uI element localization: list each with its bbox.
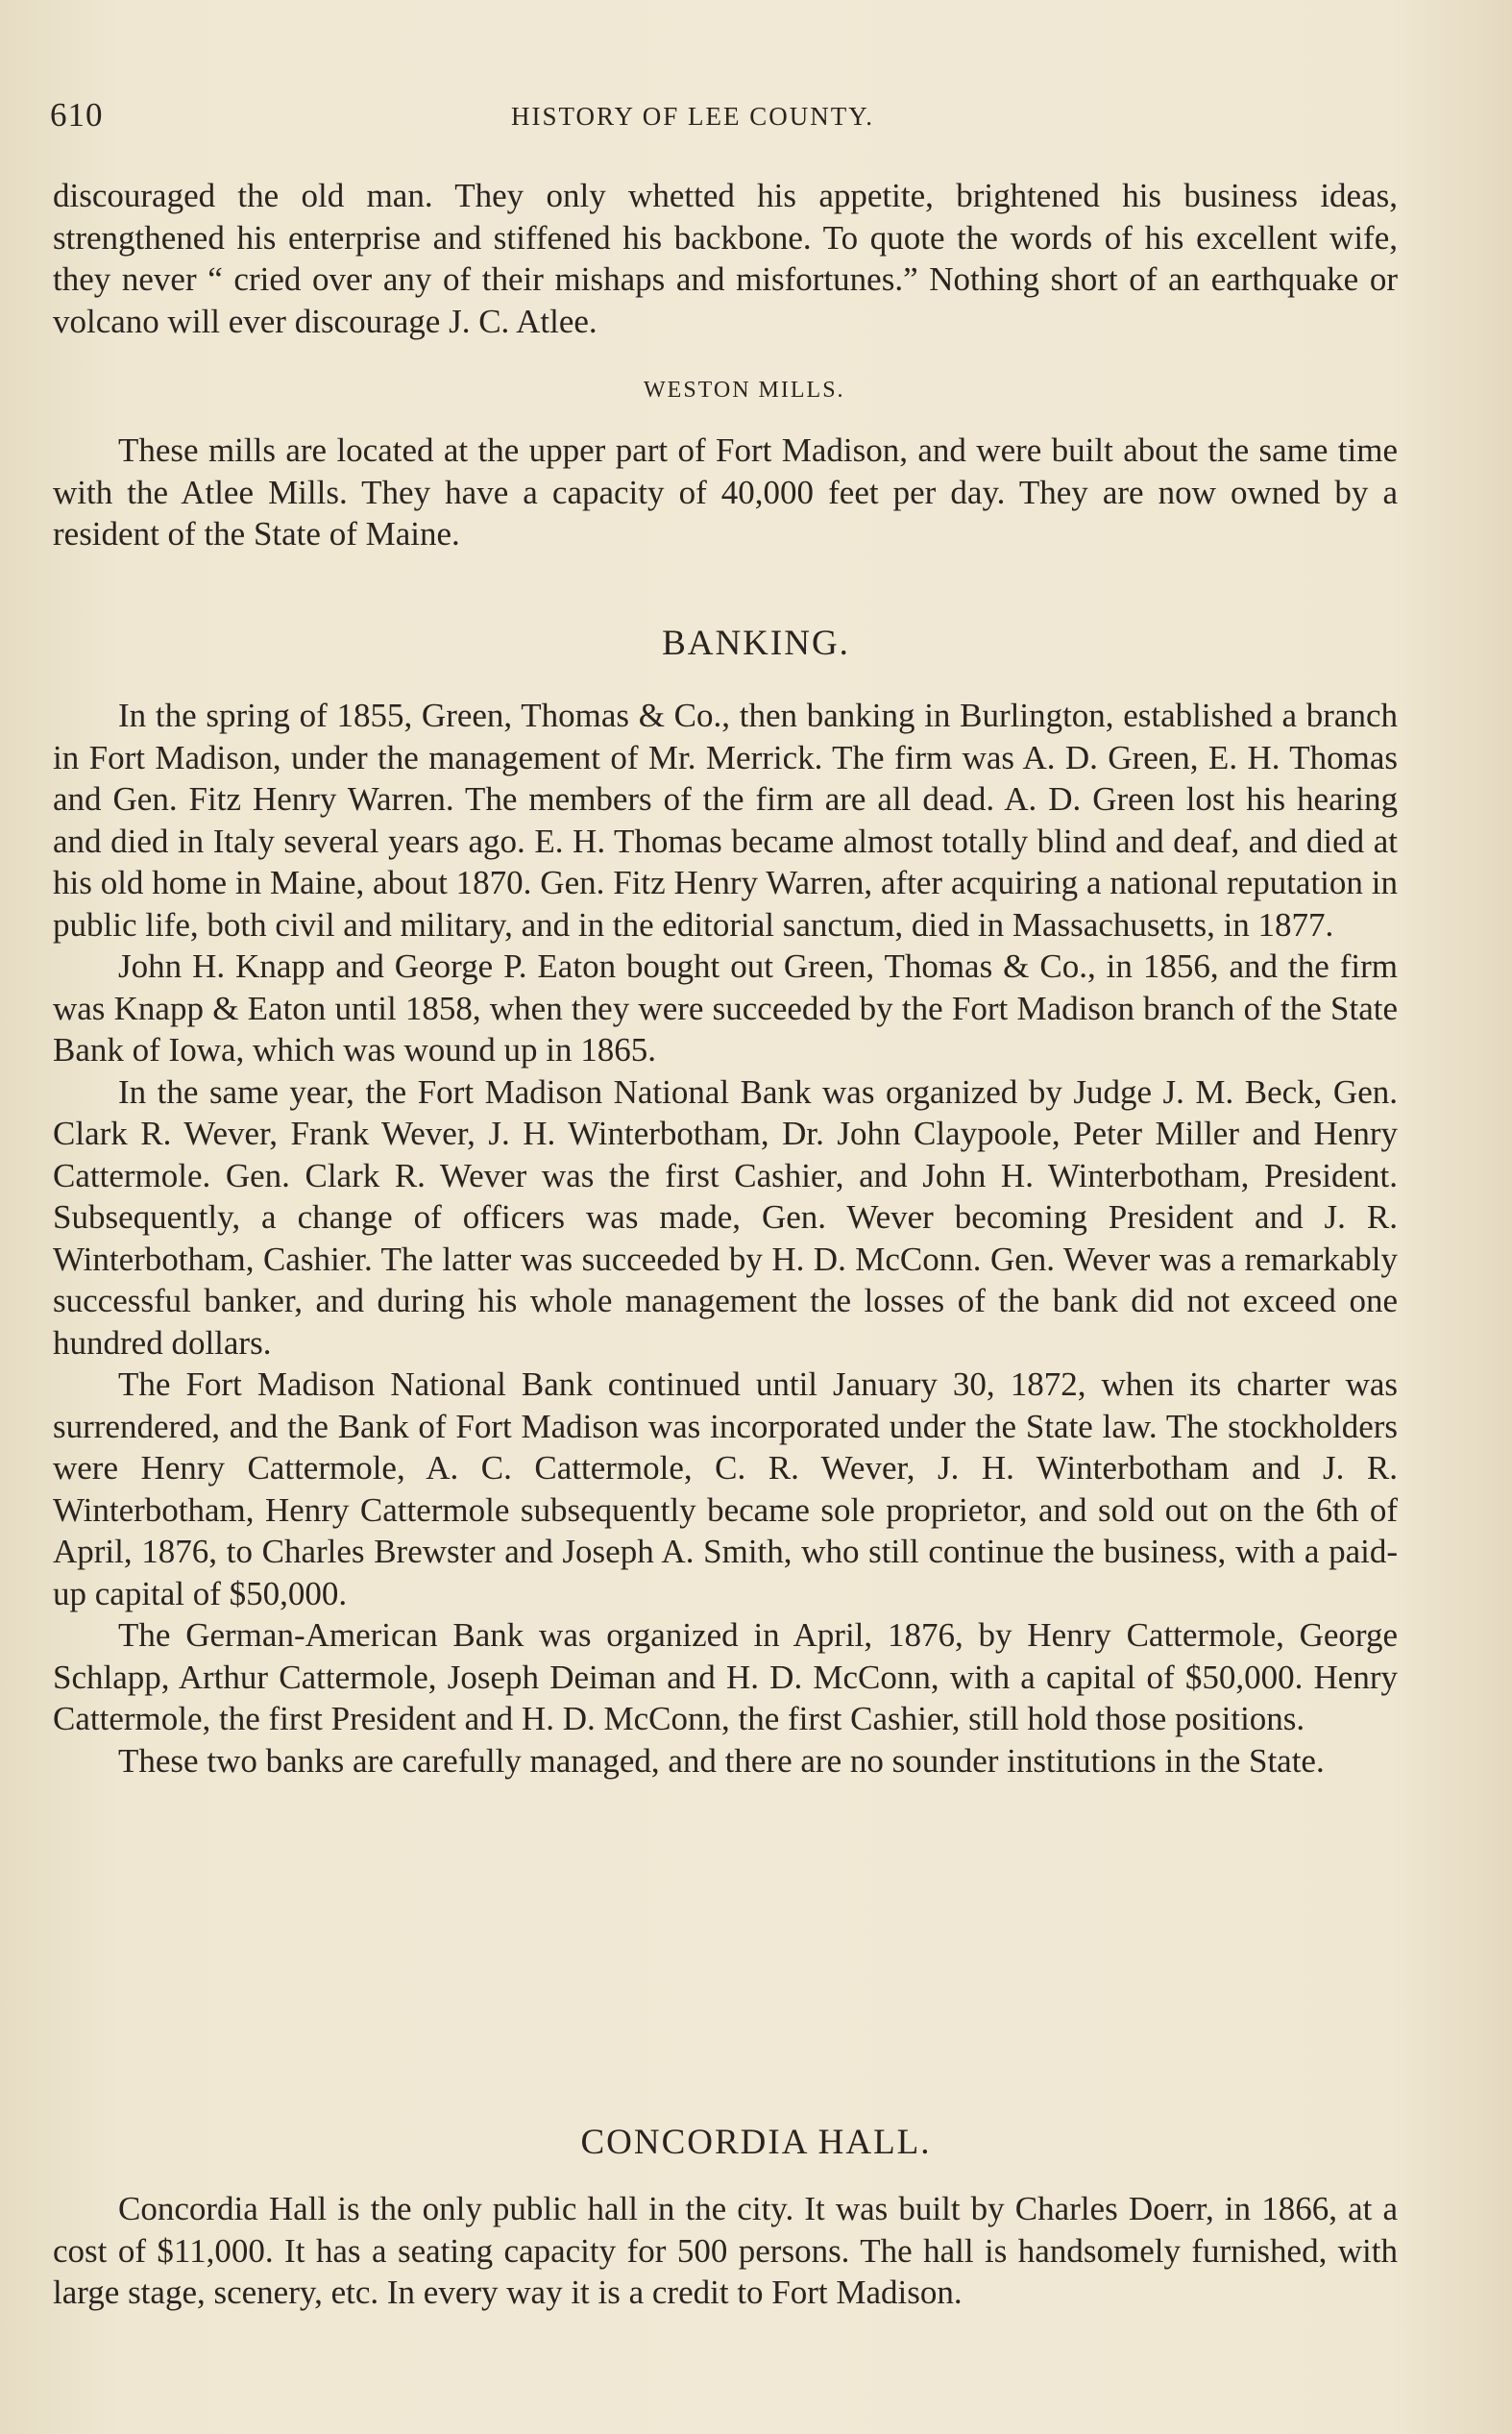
intro-section: [53, 175, 1398, 386]
banking-paragraph-6: These two banks are carefully managed, and there are no sounder institutions in the State.: [118, 1741, 1325, 1780]
banking-paragraph-5: The German-American Bank was organized in April, 1876, by Henry Cattermole, George Schlapp, Arthur Cattermole, Joseph Deiman and H. D. McConn, with a capital of $50,000. Henry Cattermole, the first President and H. D. McConn, the first Cashier, still hold those positions.: [53, 1616, 1398, 1737]
page-number: 610: [50, 96, 104, 134]
banking-paragraph-1: In the spring of 1855, Green, Thomas & Co., then banking in Burlington, established a branch in Fort Madison, under the management of Mr. Merrick. The firm was A. D. Green, E. H. Thomas and Gen. Fitz Henry Warren. The members of the firm are all dead. A. D. Green lost his hearing and died in Italy several years ago. E. H. Thomas became almost totally blind and deaf, and died at his old home in Maine, about 1870. Gen. Fitz Henry Warren, after acquiring a national reputation in public life, both civil and military, and in the editorial sanctum, died in Massachusetts, in 1877.: [53, 697, 1398, 944]
page-header: [50, 96, 1395, 140]
weston-mills-heading: WESTON MILLS.: [644, 378, 845, 403]
weston-mills-section: [53, 430, 1398, 555]
banking-paragraph-3: In the same year, the Fort Madison National Bank was organized by Judge J. M. Beck, Gen. Clark R. Wever, Frank Wever, J. H. Winterbotham, Dr. John Claypoole, Peter Miller and Henry Cattermole. Gen. Clark R. Wever was the first Cashier, and John H. Winterbotham, President. Subsequently, a change of officers was made, Gen. Wever becoming President and J. R. Winterbotham, Cashier. The latter was succeeded by H. D. McConn. Gen. Wever was a remarkably successful banker, and during his whole management the losses of the bank did not exceed one hundred dollars.: [53, 1072, 1398, 1362]
concordia-hall-section: [53, 2188, 1398, 2314]
running-head: HISTORY OF LEE COUNTY.: [511, 102, 875, 131]
concordia-hall-heading: CONCORDIA HALL.: [580, 2123, 932, 2162]
banking-paragraph-2: John H. Knapp and George P. Eaton bought out Green, Thomas & Co., in 1856, and the firm was Knapp & Eaton until 1858, when they were succeeded by the Fort Madison branch of the State Bank of Iowa, which was wound up in 1865.: [53, 947, 1398, 1069]
banking-paragraph-4: The Fort Madison National Bank continued until January 30, 1872, when its charter was surrendered, and the Bank of Fort Madison was incorporated under the State law. The stockholders were Henry Cattermole, A. C. Cattermole, C. R. Wever, J. H. Winterbotham and J. R. Winterbotham, Henry Cattermole subsequently became sole proprietor, and sold out on the 6th of April, 1876, to Charles Brewster and Joseph A. Smith, who still continue the business, with a paid-up capital of $50,000.: [53, 1365, 1398, 1612]
concordia-hall-paragraph: Concordia Hall is the only public hall in the city. It was built by Charles Doerr, in 1866, at a cost of $11,000. It has a seating capacity for 500 persons. The hall is handsomely furnished, with large stage, scenery, etc. In every way it is a credit to Fort Madison.: [53, 2190, 1398, 2311]
weston-mills-paragraph: These mills are located at the upper part of Fort Madison, and were built about the same time with the Atlee Mills. They have a capacity of 40,000 feet per day. They are now owned by a resident of the State of Maine.: [53, 431, 1398, 553]
banking-section: [53, 695, 1398, 1782]
intro-paragraph: discouraged the old man. They only whetted his appetite, brightened his business ideas, strengthened his enterprise and stiffened his backbone. To quote the words of his excellent wife, they never “ cried over any of their mishaps and misfortunes.” Nothing short of an earthquake or volcano will ever discourage J. C. Atlee.: [53, 177, 1398, 340]
banking-heading: BANKING.: [662, 624, 850, 663]
